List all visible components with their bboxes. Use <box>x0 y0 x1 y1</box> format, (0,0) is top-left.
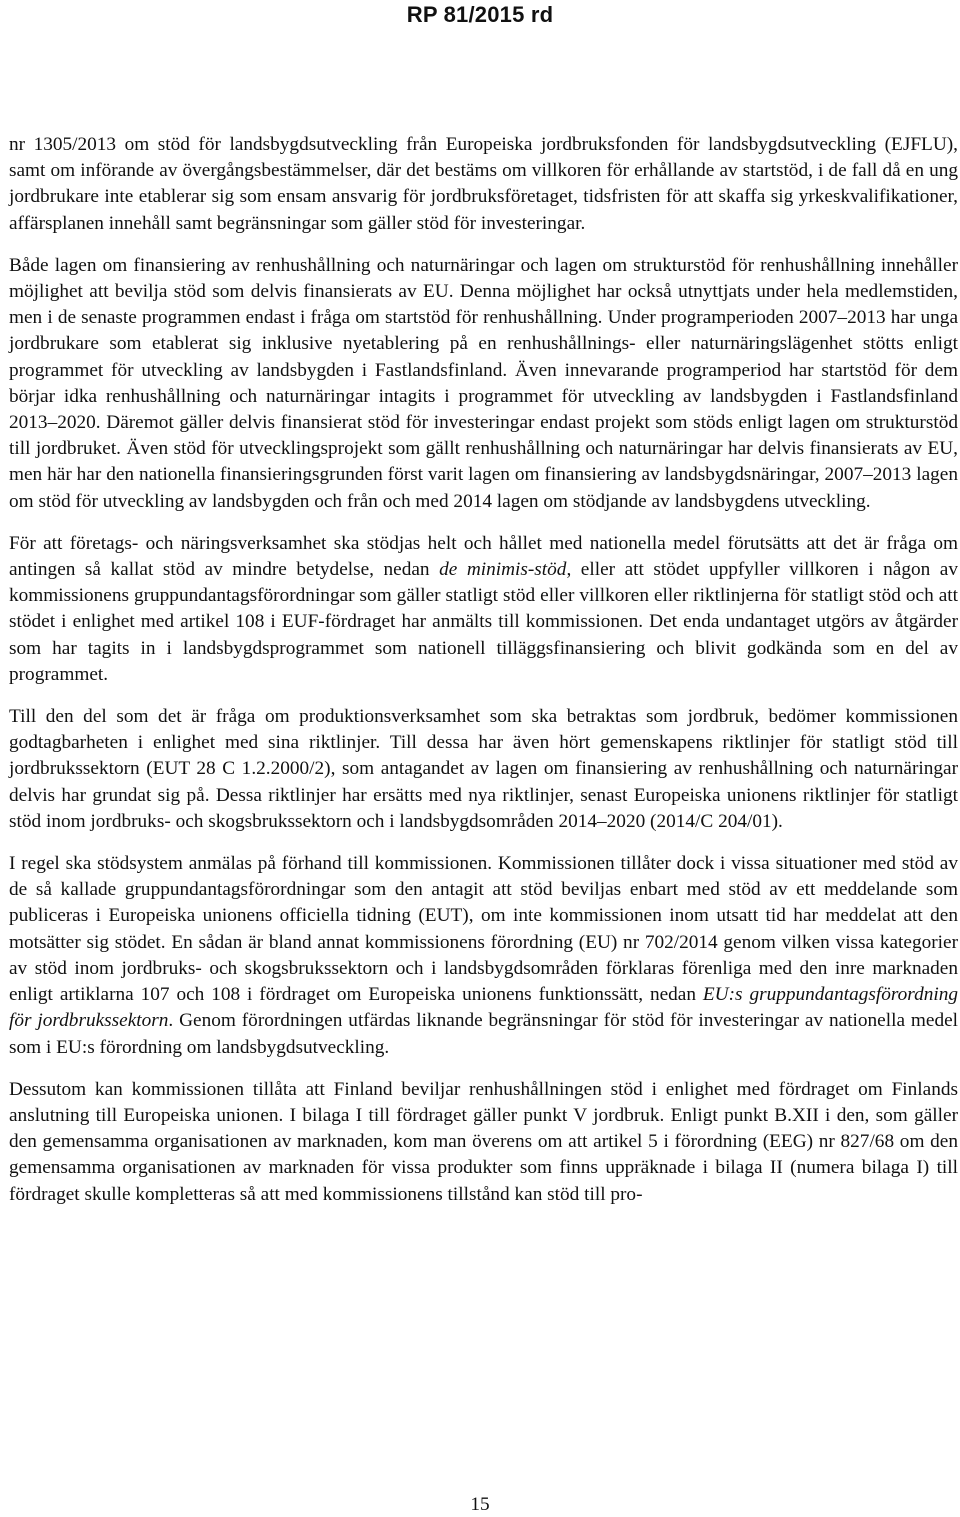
paragraph-5-text-start: I regel ska stödsystem anmälas på förhand till kommissionen. Kommissionen tillåter dock i vissa situationer med stöd av de så kallade gruppundantagsförordningar som den antagit att stöd beviljas enbart med stöd av ett meddelande som publiceras i Europeiska unionens officiella tidning (EUT), om inte kommissionen inom utsatt tid har meddelat att den motsätter sig stödet. En sådan är bland annat kommissionens förordning (EU) nr 702/2014 genom vilken vissa kategorier av stöd inom jordbruks- och skogsbrukssektorn och i landsbygdsområden förklaras förenliga med den inre marknaden enligt artiklarna 107 och 108 i fördraget om Europeiska unionens funktionssätt, nedan <box>9 853 958 1006</box>
paragraph-1: nr 1305/2013 om stöd för landsbygdsutveckling från Europeiska jordbruksfonden för landsbygdsutveckling (EJFLU), samt om införande av övergångsbestämmelser, där det bestäms om villkoren för erhållande av startstöd, i de fall då en ung jordbrukare inte etablerar sig som ensam ansvarig för jordbruksföretaget, tidsfristen för att skaffa sig yrkeskvalifikationer, affärsplanen innehåll samt begränsningar som gäller stöd för investeringar. <box>9 134 958 234</box>
paragraph-3-text-end: , eller att stödet uppfyller villkoren i någon av kommissionens gruppundantagsförordningar som gäller statligt stöd eller villkoren eller riktlinjerna för statligt stöd och att stödet i enlighet med artikel 108 i EUF-fördraget har anmälts till kommissionen. Det enda undantaget utgörs av åtgärder som har tagits in i landsbygdsprogrammet som nationell tilläggsfinansiering och blivit godkända som en del av programmet. <box>9 559 958 685</box>
paragraph-4: Till den del som det är fråga om produktionsverksamhet som ska betraktas som jordbruk, bedömer kommissionen godtagbarheten i enlighet med sina riktlinjer. Till dessa har även hört gemenskapens riktlinjer för statligt stöd till jordbrukssektorn (EUT 28 C 1.2.2000/2), som antagandet av lagen om finansiering av renhushållning och naturnäringar delvis har grundat sig på. Dessa riktlinjer har ersätts med nya riktlinjer, senast Europeiska unionens riktlinjer för statligt stöd inom jordbruks- och skogsbrukssektorn och i landsbygdsområden 2014–2020 (2014/C 204/01). <box>9 706 958 832</box>
paragraph-5-text-end: . Genom förordningen utfärdas liknande begränsningar för stöd för investeringar av nationella medel som i EU:s förordning om landsbygdsutveckling. <box>9 1010 959 1058</box>
paragraph-5 <box>9 851 958 1061</box>
paragraph-3 <box>9 531 958 688</box>
document-body <box>9 132 958 1208</box>
paragraph-2: Både lagen om finansiering av renhushållning och naturnäringar och lagen om strukturstöd för renhushållning innehåller möjlighet att bevilja stöd som delvis finansierats av EU. Denna möjlighet har också utnyttjats under hela medlemstiden, men i de senaste programmen endast i fråga om startstöd för renhushållning. Under programperioden 2007–2013 har unga jordbrukare som etablerat sig inklusive nyetablering på en renhushållnings- eller naturnäringslägenhet stötts enligt programmet för utveckling av landsbygden i Fastlandsfinland. Även innevarande programperiod har startstöd för dem börjar idka renhushållning och naturnäringar intagits i programmet för utveckling av landsbygden i Fastlandsfinland 2013–2020. Däremot gäller delvis finansierat stöd för investeringar endast projekt som stöds enligt lagen om strukturstöd till jordbruket. Även stöd för utvecklingsprojekt som gällt renhushållning och naturnäringar har delvis finansierats av EU, men här har den nationella finansieringsgrunden först varit lagen om finansiering av landsbygdsnäringar, 2007–2013 lagen om stöd för utveckling av landsbygden och från och med 2014 lagen om stödjande av landsbygdens utveckling. <box>9 254 958 512</box>
de-minimis-term: de minimis-stöd <box>439 559 567 581</box>
page-header: RP 81/2015 rd <box>406 2 554 27</box>
paragraph-6: Dessutom kan kommissionen tillåta att Finland beviljar renhushållningen stöd i enlighet med fördraget om Finlands anslutning till Europeiska unionen. I bilaga I till fördraget gäller punkt V jordbruk. Enligt punkt B.XII i den, som gäller den gemensamma organisationen av marknaden, kom man överens om att artikel 5 i förordning (EEG) nr 827/68 om den gemensamma organisationen av marknaden för vissa produkter som finns uppräknade i bilaga II (numera bilaga I) till fördraget skulle kompletteras så att med kommissionens tillstånd kan stöd till pro- <box>9 1078 958 1205</box>
regulation-short-name: EU:s gruppundantagsförordning för jordbrukssektorn <box>9 984 958 1032</box>
paragraph-3-text-start: För att företags- och näringsverksamhet ska stödjas helt och hållet med nationella medel förutsätts att det är fråga om antingen så kallat stöd av mindre betydelse, nedan <box>9 532 958 581</box>
page-number: 15 <box>470 1494 490 1515</box>
